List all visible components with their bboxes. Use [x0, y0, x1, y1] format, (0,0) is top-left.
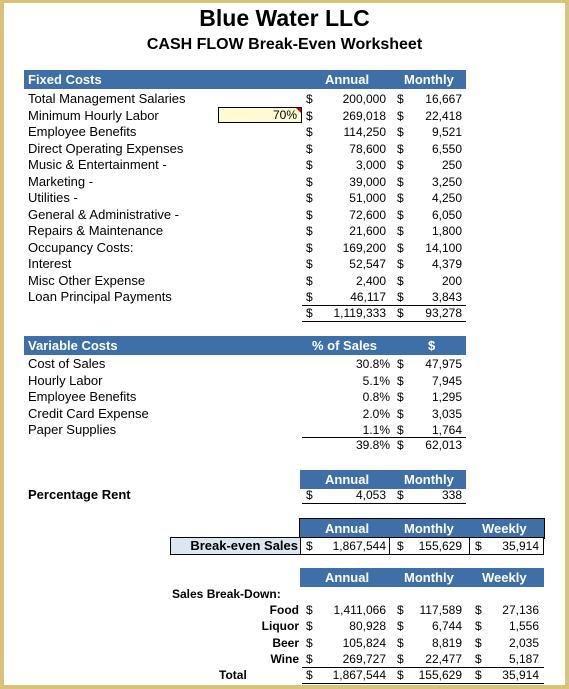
- fixed-row-currency-2: $: [397, 224, 404, 238]
- worksheet: [4, 3, 565, 685]
- fixed-row-annual: 21,600: [349, 224, 386, 238]
- fixed-row-currency-1: $: [306, 108, 313, 123]
- breakdown-total-underline: [302, 683, 544, 684]
- fixed-col-annual: Annual: [325, 72, 370, 87]
- fixed-row-monthly: 250: [441, 158, 462, 172]
- fixed-row-monthly: 22,418: [425, 108, 462, 123]
- breakdown-row-weekly: 2,035: [508, 635, 539, 650]
- breakdown-row-monthly: 6,744: [431, 619, 462, 634]
- fixed-row-currency-1: $: [306, 273, 313, 288]
- fixed-row-currency-1: $: [306, 92, 313, 106]
- variable-row-currency: $: [397, 423, 404, 437]
- labor-percent-input[interactable]: [218, 107, 302, 123]
- fixed-row-currency-2: $: [397, 174, 404, 189]
- fixed-total-annual: 1,119,333: [333, 306, 386, 320]
- variable-total-pct: 39.8%: [355, 438, 390, 452]
- fixed-total-monthly: 93,278: [425, 306, 462, 320]
- breakdown-row-weekly: 1,556: [508, 619, 539, 634]
- fixed-row-label: Utilities -: [28, 190, 78, 205]
- fixed-row-currency-1: $: [306, 141, 313, 156]
- variable-row-amount: 1,295: [431, 390, 462, 404]
- fixed-row-annual: 78,600: [349, 141, 386, 156]
- fixed-row-annual: 200,000: [342, 92, 386, 106]
- variable-row-currency: $: [397, 357, 404, 371]
- fixed-costs-title: Fixed Costs: [28, 72, 102, 87]
- variable-row-pct: 0.8%: [362, 390, 390, 404]
- fixed-row-monthly: 9,521: [431, 125, 462, 139]
- breakdown-total-label: Total: [219, 668, 247, 682]
- fixed-row-annual: 52,547: [349, 257, 386, 271]
- variable-row-currency: $: [397, 390, 404, 404]
- variable-row-label: Hourly Labor: [28, 372, 103, 388]
- fixed-row-annual: 114,250: [343, 125, 386, 139]
- variable-costs-header: [24, 336, 466, 355]
- fixed-row-label: Interest: [28, 256, 72, 271]
- fixed-row-currency-1: $: [306, 290, 313, 304]
- fixed-row-annual: 269,018: [342, 108, 386, 123]
- fixed-row-label: Employee Benefits: [28, 124, 137, 139]
- fixed-row-currency-1: $: [306, 125, 313, 139]
- fixed-row-label: Loan Principal Payments: [28, 289, 172, 304]
- variable-row-label: Employee Benefits: [28, 389, 137, 404]
- breakdown-row-monthly: 8,819: [431, 635, 462, 650]
- fixed-row-currency-2: $: [397, 92, 404, 106]
- fixed-row-currency-1: $: [306, 191, 313, 205]
- breakdown-row-annual: 1,411,066: [333, 603, 386, 617]
- breakdown-total-weekly: 35,914: [502, 668, 539, 682]
- variable-row-amount: 1,764: [431, 423, 462, 437]
- breakdown-row-weekly: 5,187: [508, 651, 539, 666]
- breakeven-weekly: 35,914: [502, 539, 539, 553]
- breakeven-currency-3: $: [475, 539, 482, 553]
- breakdown-header: [300, 568, 544, 587]
- breakdown-row-currency-3: $: [475, 635, 482, 650]
- fixed-total-currency-2: $: [397, 306, 404, 320]
- fixed-row-label: Repairs & Maintenance: [28, 223, 164, 238]
- breakdown-row-currency-1: $: [306, 635, 313, 650]
- fixed-row-currency-2: $: [397, 290, 404, 304]
- fixed-row-currency-1: $: [306, 207, 313, 222]
- breakdown-row-currency-1: $: [306, 603, 313, 617]
- fixed-row-label: Misc Other Expense: [28, 272, 146, 288]
- comment-indicator-icon: [296, 108, 301, 113]
- breakdown-row-currency-1: $: [306, 619, 313, 634]
- rent-col-annual: Annual: [325, 472, 370, 487]
- variable-row-label: Paper Supplies: [28, 422, 117, 437]
- fixed-row-currency-1: $: [306, 158, 313, 172]
- rent-col-monthly: Monthly: [404, 472, 454, 487]
- fixed-row-currency-1: $: [306, 257, 313, 271]
- breakdown-row-monthly: 117,589: [419, 603, 462, 617]
- fixed-row-label: Occupancy Costs:: [28, 239, 134, 255]
- breakdown-row-annual: 269,727: [342, 651, 386, 666]
- fixed-row-monthly: 6,550: [431, 141, 462, 156]
- breakdown-row-label: Beer: [272, 635, 299, 650]
- breakdown-col-weekly: Weekly: [482, 570, 527, 585]
- breakdown-row-label: Wine: [270, 651, 299, 666]
- fixed-row-monthly: 1,800: [431, 224, 462, 238]
- company-title: Blue Water LLC: [199, 5, 370, 31]
- breakeven-col-weekly: Weekly: [482, 521, 527, 536]
- breakeven-currency-1: $: [306, 539, 313, 553]
- breakeven-currency-2: $: [397, 539, 404, 553]
- worksheet-subtitle: CASH FLOW Break-Even Worksheet: [146, 36, 423, 53]
- fixed-row-currency-2: $: [397, 240, 404, 255]
- breakdown-row-currency-3: $: [475, 619, 482, 634]
- breakdown-label: Sales Break-Down:: [172, 587, 281, 601]
- fixed-row-currency-2: $: [397, 108, 404, 123]
- variable-row-label: Cost of Sales: [28, 356, 106, 371]
- variable-row-pct: 2.0%: [362, 406, 390, 421]
- variable-row-currency: $: [397, 406, 404, 421]
- fixed-row-annual: 72,600: [349, 207, 386, 222]
- breakdown-row-annual: 80,928: [349, 619, 386, 634]
- variable-row-amount: 47,975: [425, 357, 462, 371]
- fixed-row-monthly: 4,379: [431, 257, 462, 271]
- breakdown-row-currency-2: $: [397, 651, 404, 666]
- breakdown-col-monthly: Monthly: [404, 570, 454, 585]
- breakdown-row-annual: 105,824: [342, 635, 386, 650]
- fixed-row-monthly: 6,050: [431, 207, 462, 222]
- fixed-row-label: Total Management Salaries: [28, 91, 186, 106]
- rent-annual: 4,053: [355, 488, 386, 502]
- labor-percent-value: 70%: [272, 108, 297, 122]
- breakeven-col-annual: Annual: [325, 521, 370, 536]
- fixed-row-label: Direct Operating Expenses: [28, 140, 184, 156]
- fixed-row-annual: 51,000: [349, 191, 386, 205]
- fixed-total-underline: [302, 321, 466, 322]
- fixed-row-currency-2: $: [397, 158, 404, 172]
- rent-underline: [302, 503, 466, 504]
- fixed-row-monthly: 4,250: [431, 191, 462, 205]
- fixed-col-monthly: Monthly: [404, 72, 454, 87]
- breakdown-total-annual: 1,867,544: [332, 668, 386, 682]
- variable-row-label: Credit Card Expense: [28, 405, 149, 421]
- fixed-row-label: Marketing -: [28, 173, 94, 189]
- breakdown-row-currency-2: $: [397, 603, 404, 617]
- fixed-row-monthly: 14,100: [425, 240, 462, 255]
- variable-row-pct: 1.1%: [362, 423, 390, 437]
- variable-row-amount: 7,945: [431, 373, 462, 388]
- fixed-row-annual: 169,200: [342, 240, 386, 255]
- fixed-row-currency-2: $: [397, 141, 404, 156]
- fixed-row-monthly: 200: [441, 273, 462, 288]
- variable-row-currency: $: [397, 373, 404, 388]
- fixed-row-monthly: 3,843: [431, 290, 462, 304]
- fixed-row-currency-2: $: [397, 191, 404, 205]
- breakeven-label: Break-even Sales: [190, 538, 298, 553]
- breakdown-row-label: Food: [269, 603, 299, 617]
- variable-col-pct: % of Sales: [312, 338, 378, 353]
- breakdown-row-weekly: 27,136: [502, 603, 539, 617]
- variable-total-amount: 62,013: [425, 438, 462, 452]
- rent-monthly: 338: [441, 488, 462, 502]
- variable-row-pct: 5.1%: [362, 373, 390, 388]
- variable-costs-title: Variable Costs: [28, 338, 118, 353]
- rent-currency-2: $: [397, 488, 404, 502]
- fixed-row-label: Music & Entertainment -: [28, 157, 167, 172]
- breakdown-row-currency-3: $: [475, 603, 482, 617]
- fixed-row-currency-2: $: [397, 125, 404, 139]
- breakdown-row-label: Liquor: [261, 619, 299, 634]
- breakdown-col-annual: Annual: [325, 570, 370, 585]
- fixed-row-annual: 2,400: [355, 273, 386, 288]
- fixed-costs-header: [24, 70, 466, 89]
- rent-currency-1: $: [306, 488, 313, 502]
- breakdown-row-currency-2: $: [397, 635, 404, 650]
- variable-row-amount: 3,035: [431, 406, 462, 421]
- breakeven-monthly: 155,629: [418, 539, 462, 553]
- percentage-rent-label: Percentage Rent: [28, 487, 131, 502]
- fixed-row-annual: 3,000: [355, 158, 386, 172]
- fixed-row-currency-1: $: [306, 174, 313, 189]
- fixed-row-label: General & Administrative -: [28, 206, 180, 222]
- fixed-row-currency-1: $: [306, 224, 313, 238]
- breakdown-total-currency-2: $: [397, 668, 404, 682]
- variable-total-currency: $: [397, 438, 404, 452]
- fixed-row-monthly: 16,667: [425, 92, 462, 106]
- variable-col-dollar: $: [428, 338, 436, 353]
- breakdown-total-monthly: 155,629: [418, 668, 462, 682]
- fixed-row-currency-1: $: [306, 240, 313, 255]
- breakeven-col-monthly: Monthly: [404, 521, 454, 536]
- fixed-row-currency-2: $: [397, 207, 404, 222]
- fixed-row-annual: 46,117: [350, 290, 386, 304]
- breakeven-annual: 1,867,544: [332, 539, 386, 553]
- breakeven-header: [300, 519, 544, 538]
- fixed-row-currency-2: $: [397, 273, 404, 288]
- breakdown-row-currency-1: $: [306, 651, 313, 666]
- breakdown-total-currency-3: $: [475, 668, 482, 682]
- variable-row-pct: 30.8%: [355, 357, 390, 371]
- breakdown-row-currency-2: $: [397, 619, 404, 634]
- fixed-row-annual: 39,000: [349, 174, 386, 189]
- fixed-row-monthly: 3,250: [431, 174, 462, 189]
- fixed-row-label: Minimum Hourly Labor: [28, 107, 159, 123]
- fixed-row-currency-2: $: [397, 257, 404, 271]
- breakdown-row-monthly: 22,477: [425, 651, 462, 666]
- breakdown-total-currency-1: $: [306, 668, 313, 682]
- fixed-total-currency-1: $: [306, 306, 313, 320]
- breakdown-row-currency-3: $: [475, 651, 482, 666]
